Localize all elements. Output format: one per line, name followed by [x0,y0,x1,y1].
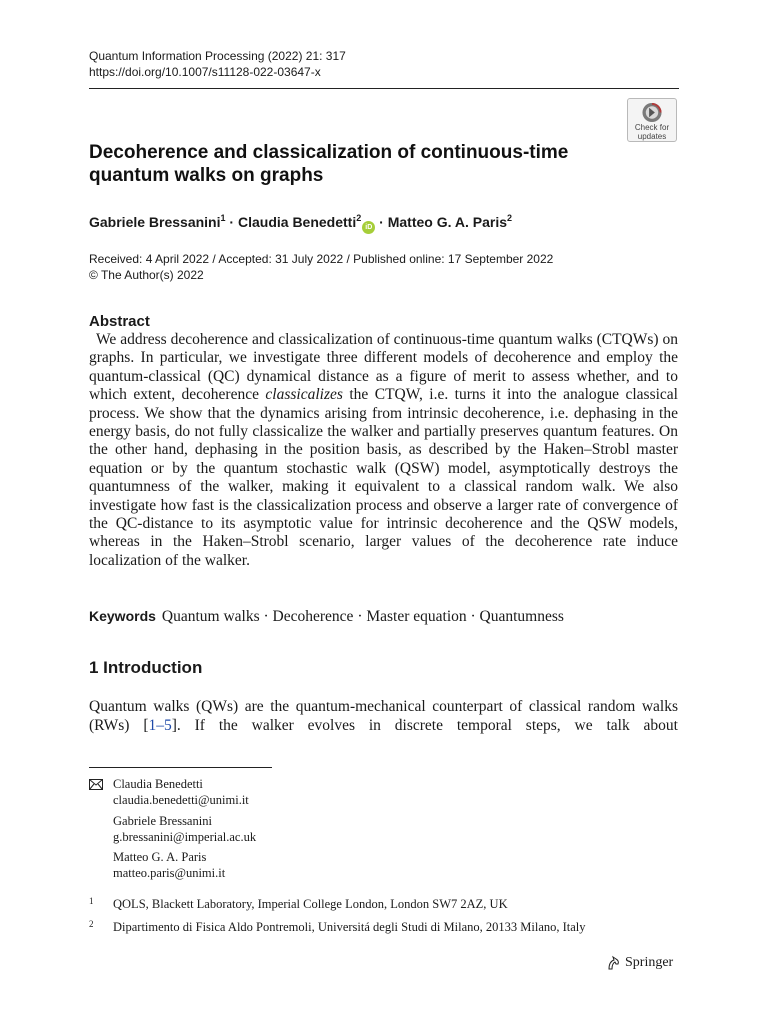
affiliation-number: 2 [89,919,94,929]
contact-email[interactable]: claudia.benedetti@unimi.it [113,793,249,807]
abstract-body [89,331,678,570]
title-line-1: Decoherence and classicalization of continuous-time [89,142,569,163]
contact-name: Claudia Benedetti [113,777,203,791]
check-badge-line1: Check for [634,123,670,132]
contact-entry [113,849,225,881]
author-list: Gabriele Bressanini$^1$ · Claudia Benedetti$^2$iD · Matteo G. A. Paris$^2$ [89,208,512,234]
affiliation-number: 1 [89,896,94,906]
affiliation-text: Dipartimento di Fisica Aldo Pontremoli, Universitá degli Studi di Milano, 20133 Milano, Italy [113,920,586,934]
journal-citation: Quantum Information Processing (2022) 21: 317 [89,49,346,63]
keywords-text: Quantum walks · Decoherence · Master equation · Quantumness [161,608,564,625]
abstract-heading: Abstract [89,313,150,330]
author-affil: 1 [220,213,226,223]
abstract-text: the CTQW, i.e. turns it into the analogue classical process. We show that the dynamics arising from intrinsic decoherence, i.e. dephasing in the energy basis, do not fully classicalize the walker and partially preserves quantum features. On the other hand, dephasing in the position basis, as described by the Haken–Strobl master equation or by the quantum stochastic walk (QSW) model, asymptotically destroys the quantumness of the walker, making it equivalent to a classical random walk. We also investigate how fast is the classicalization process and observe a larger rate of convergence of the QC-distance to its asymptotic value for intrinsic decoherence and the QSW models, whereas in the Haken–Strobl scenario, larger values of the decoherence rate induce localization of the walker. [89,386,678,569]
introduction-body [89,697,678,735]
contact-entry [113,813,256,845]
publisher-name: Springer [625,955,674,970]
footnote-divider [89,767,272,768]
intro-text: ]. If the walker evolves in discrete temporal steps, we talk about [171,717,678,734]
affiliation [89,916,586,935]
abstract-text: We address decoherence and classicalization of continuous-time quantum walks (CTQWs) on graphs. In particular, we investigate three different models of decoherence and employ the quantum-classical (QC) dynamical distance as a figure of merit to assess whether, and to which extent, decoherence [89,331,678,404]
copyright-line: © The Author(s) 2022 [89,268,204,282]
springer-horse-icon [606,955,622,971]
section-heading-introduction: 1 Introduction [89,658,203,677]
author-affil: 2 [356,213,362,223]
check-for-updates-badge[interactable] [627,98,677,142]
publication-dates [89,251,553,283]
contact-email[interactable]: matteo.paris@unimi.it [113,866,226,880]
orcid-icon[interactable]: iD [362,221,375,234]
title-line-2: quantum walks on graphs [89,165,324,186]
envelope-icon [89,779,103,790]
contact-name: Matteo G. A. Paris [113,850,207,864]
publisher-logo [606,955,673,971]
doi-link[interactable]: https://doi.org/10.1007/s11128-022-03647-x [89,65,321,79]
author-name: Gabriele Bressanini [89,214,221,230]
journal-header [89,48,346,80]
author-name: Matteo G. A. Paris [387,214,507,230]
check-badge-line2: updates [637,132,667,141]
contact-email[interactable]: g.bressanini@imperial.ac.uk [113,830,257,844]
keywords-label: Keywords [89,608,156,624]
intro-text: Quantum walks (QWs) are the quantum-mechanical counterpart of classical random walks (RWs) [ [89,698,678,734]
author-name: Claudia Benedetti [237,214,357,230]
affiliation-text: QOLS, Blackett Laboratory, Imperial College London, London SW7 2AZ, UK [113,897,508,911]
header-divider [89,88,679,89]
paper-title [89,141,629,187]
contact-name: Gabriele Bressanini [113,814,212,828]
keywords [89,606,564,627]
affiliation [89,893,508,912]
check-for-updates-icon [641,102,663,123]
abstract-emphasis: classicalizes [265,386,343,404]
dates-line: Received: 4 April 2022 / Accepted: 31 July 2022 / Published online: 17 September 2022 [89,252,554,266]
contact-entry [113,776,249,808]
author-affil: 2 [507,213,513,223]
citation-link[interactable]: 1–5 [148,717,172,734]
